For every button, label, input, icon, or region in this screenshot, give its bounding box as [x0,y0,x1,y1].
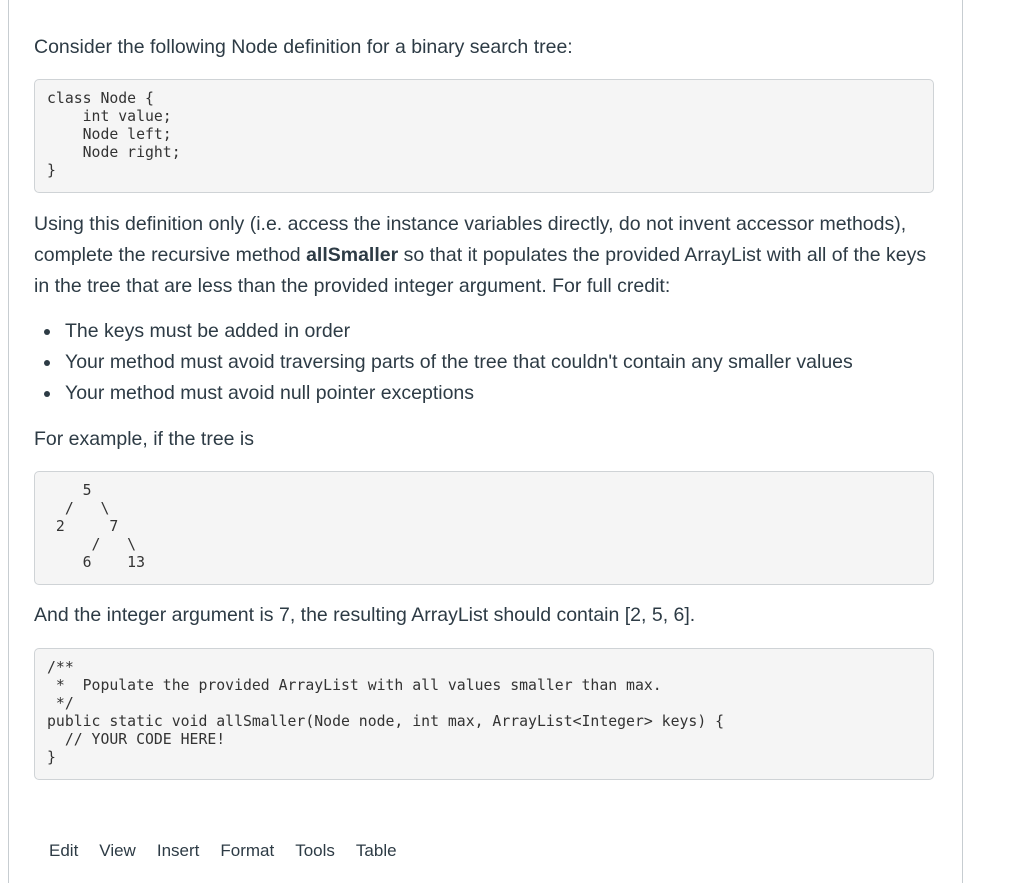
menu-edit[interactable]: Edit [49,841,79,860]
example-intro: For example, if the tree is [34,428,255,450]
requirements-list [34,316,935,409]
left-border [8,0,9,883]
requirement-item: Your method must avoid traversing parts of the tree that couldn't contain any smaller values [65,347,935,378]
requirement-item: Your method must avoid null pointer exceptions [65,378,935,409]
example-result: And the integer argument is 7, the resulting ArrayList should contain [2, 5, 6]. [34,604,696,626]
tree-diagram-code: 5 / \ 2 7 / \ 6 13 [34,471,934,585]
menu-insert[interactable]: Insert [156,841,200,860]
menu-format[interactable]: Format [220,841,275,860]
node-definition-code: class Node { int value; Node left; Node right; } [34,79,934,193]
instructions-after: so that it populates the provided ArrayList with all of the keys in the tree that are less than the provided integer argument. For full credit: [34,244,927,297]
editor-menubar [49,838,418,864]
menu-view[interactable]: View [99,841,136,860]
right-border [962,0,963,883]
instructions-before: Using this definition only (i.e. access the instance variables directly, do not invent accessor methods), complete the recursive method [34,213,907,266]
intro-text: Consider the following Node definition for a binary search tree: [34,36,573,58]
method-name: allSmaller [306,244,399,266]
requirement-item: The keys must be added in order [65,316,935,347]
menu-tools[interactable]: Tools [295,841,335,860]
instructions-text [34,209,936,302]
menu-table[interactable]: Table [355,841,397,860]
method-stub-code: /** * Populate the provided ArrayList with all values smaller than max. */ public static void allSmaller(Node node, int max, ArrayList<Integer> keys) { // YOUR CODE HERE! } [34,648,934,780]
